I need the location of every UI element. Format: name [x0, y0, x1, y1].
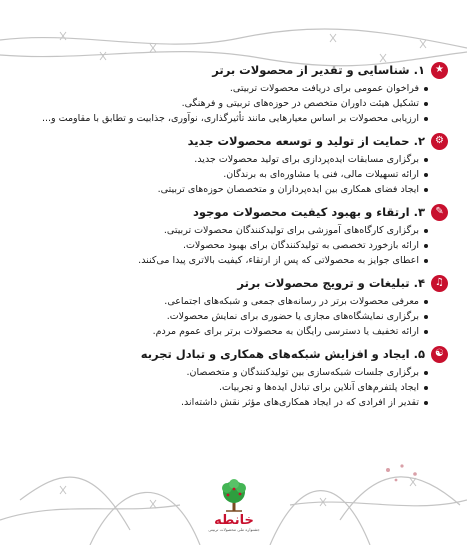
network-icon: ☯ [431, 346, 448, 363]
lightbulb-gear-icon: ⚙ [431, 133, 448, 150]
list-item: ارائه تخفیف یا دسترسی رایگان به محصولات برتر برای عموم مردم. [22, 324, 428, 339]
logo-name: خانطه [214, 513, 254, 528]
list-item: برگزاری جلسات شبکه‌سازی بین تولیدکنندگان و متخصصان. [22, 365, 428, 380]
list-item: ارائه بازخورد تخصصی به تولیدکنندگان برای بهبود محصولات. [22, 238, 428, 253]
section-3 [22, 202, 448, 268]
training-icon: ✎ [431, 204, 448, 221]
section-5 [22, 344, 448, 410]
list-item: اعطای جوایز به محصولاتی که پس از ارتقاء، کیفیت بالاتری پیدا می‌کنند. [22, 253, 428, 268]
tree-icon [217, 478, 251, 516]
list-item: تقدیر از افرادی که در ایجاد همکاری‌های مؤثر نقش داشته‌اند. [22, 395, 428, 410]
list-item: ارزیابی محصولات بر اساس معیارهایی مانند تأثیرگذاری، نوآوری، جذابیت و تطابق با مقاومت و... [22, 111, 428, 126]
main-content [22, 60, 448, 415]
section-title: ۳. ارتقاء و بهبود کیفیت محصولات موجود [193, 205, 425, 219]
section-title: ۲. حمایت از تولید و توسعه محصولات جدید [187, 134, 425, 148]
section-2 [22, 131, 448, 197]
section-title: ۱. شناسایی و تقدیر از محصولات برتر [212, 63, 425, 77]
list-item: برگزاری نمایشگاه‌های مجازی یا حضوری برای نمایش محصولات. [22, 309, 428, 324]
list-item: فراخوان عمومی برای دریافت محصولات تربیتی. [22, 81, 428, 96]
section-1 [22, 60, 448, 126]
badge-icon: ★ [431, 62, 448, 79]
megaphone-icon: ♫ [431, 275, 448, 292]
list-item: ایجاد فضای همکاری بین ایده‌پردازان و متخصصان حوزه‌های تربیتی. [22, 182, 428, 197]
section-4 [22, 273, 448, 339]
list-item: برگزاری کارگاه‌های آموزشی برای تولیدکنندگان محصولات تربیتی. [22, 223, 428, 238]
list-item: ارائه تسهیلات مالی، فنی یا مشاوره‌ای به برندگان. [22, 167, 428, 182]
logo-subtitle: جشنواره ملی محصولات تربیتی [208, 527, 260, 532]
list-item: معرفی محصولات برتر در رسانه‌های جمعی و شبکه‌های اجتماعی. [22, 294, 428, 309]
list-item: تشکیل هیئت داوران متخصص در حوزه‌های تربیتی و فرهنگی. [22, 96, 428, 111]
list-item: برگزاری مسابقات ایده‌پردازی برای تولید محصولات جدید. [22, 152, 428, 167]
section-title: ۴. تبلیغات و ترویج محصولات برتر [237, 276, 425, 290]
list-item: ایجاد پلتفرم‌های آنلاین برای تبادل ایده‌ها و تجربیات. [22, 380, 428, 395]
section-title: ۵. ایجاد و افزایش شبکه‌های همکاری و تبادل تجربه [140, 347, 425, 361]
festival-logo [209, 478, 259, 540]
